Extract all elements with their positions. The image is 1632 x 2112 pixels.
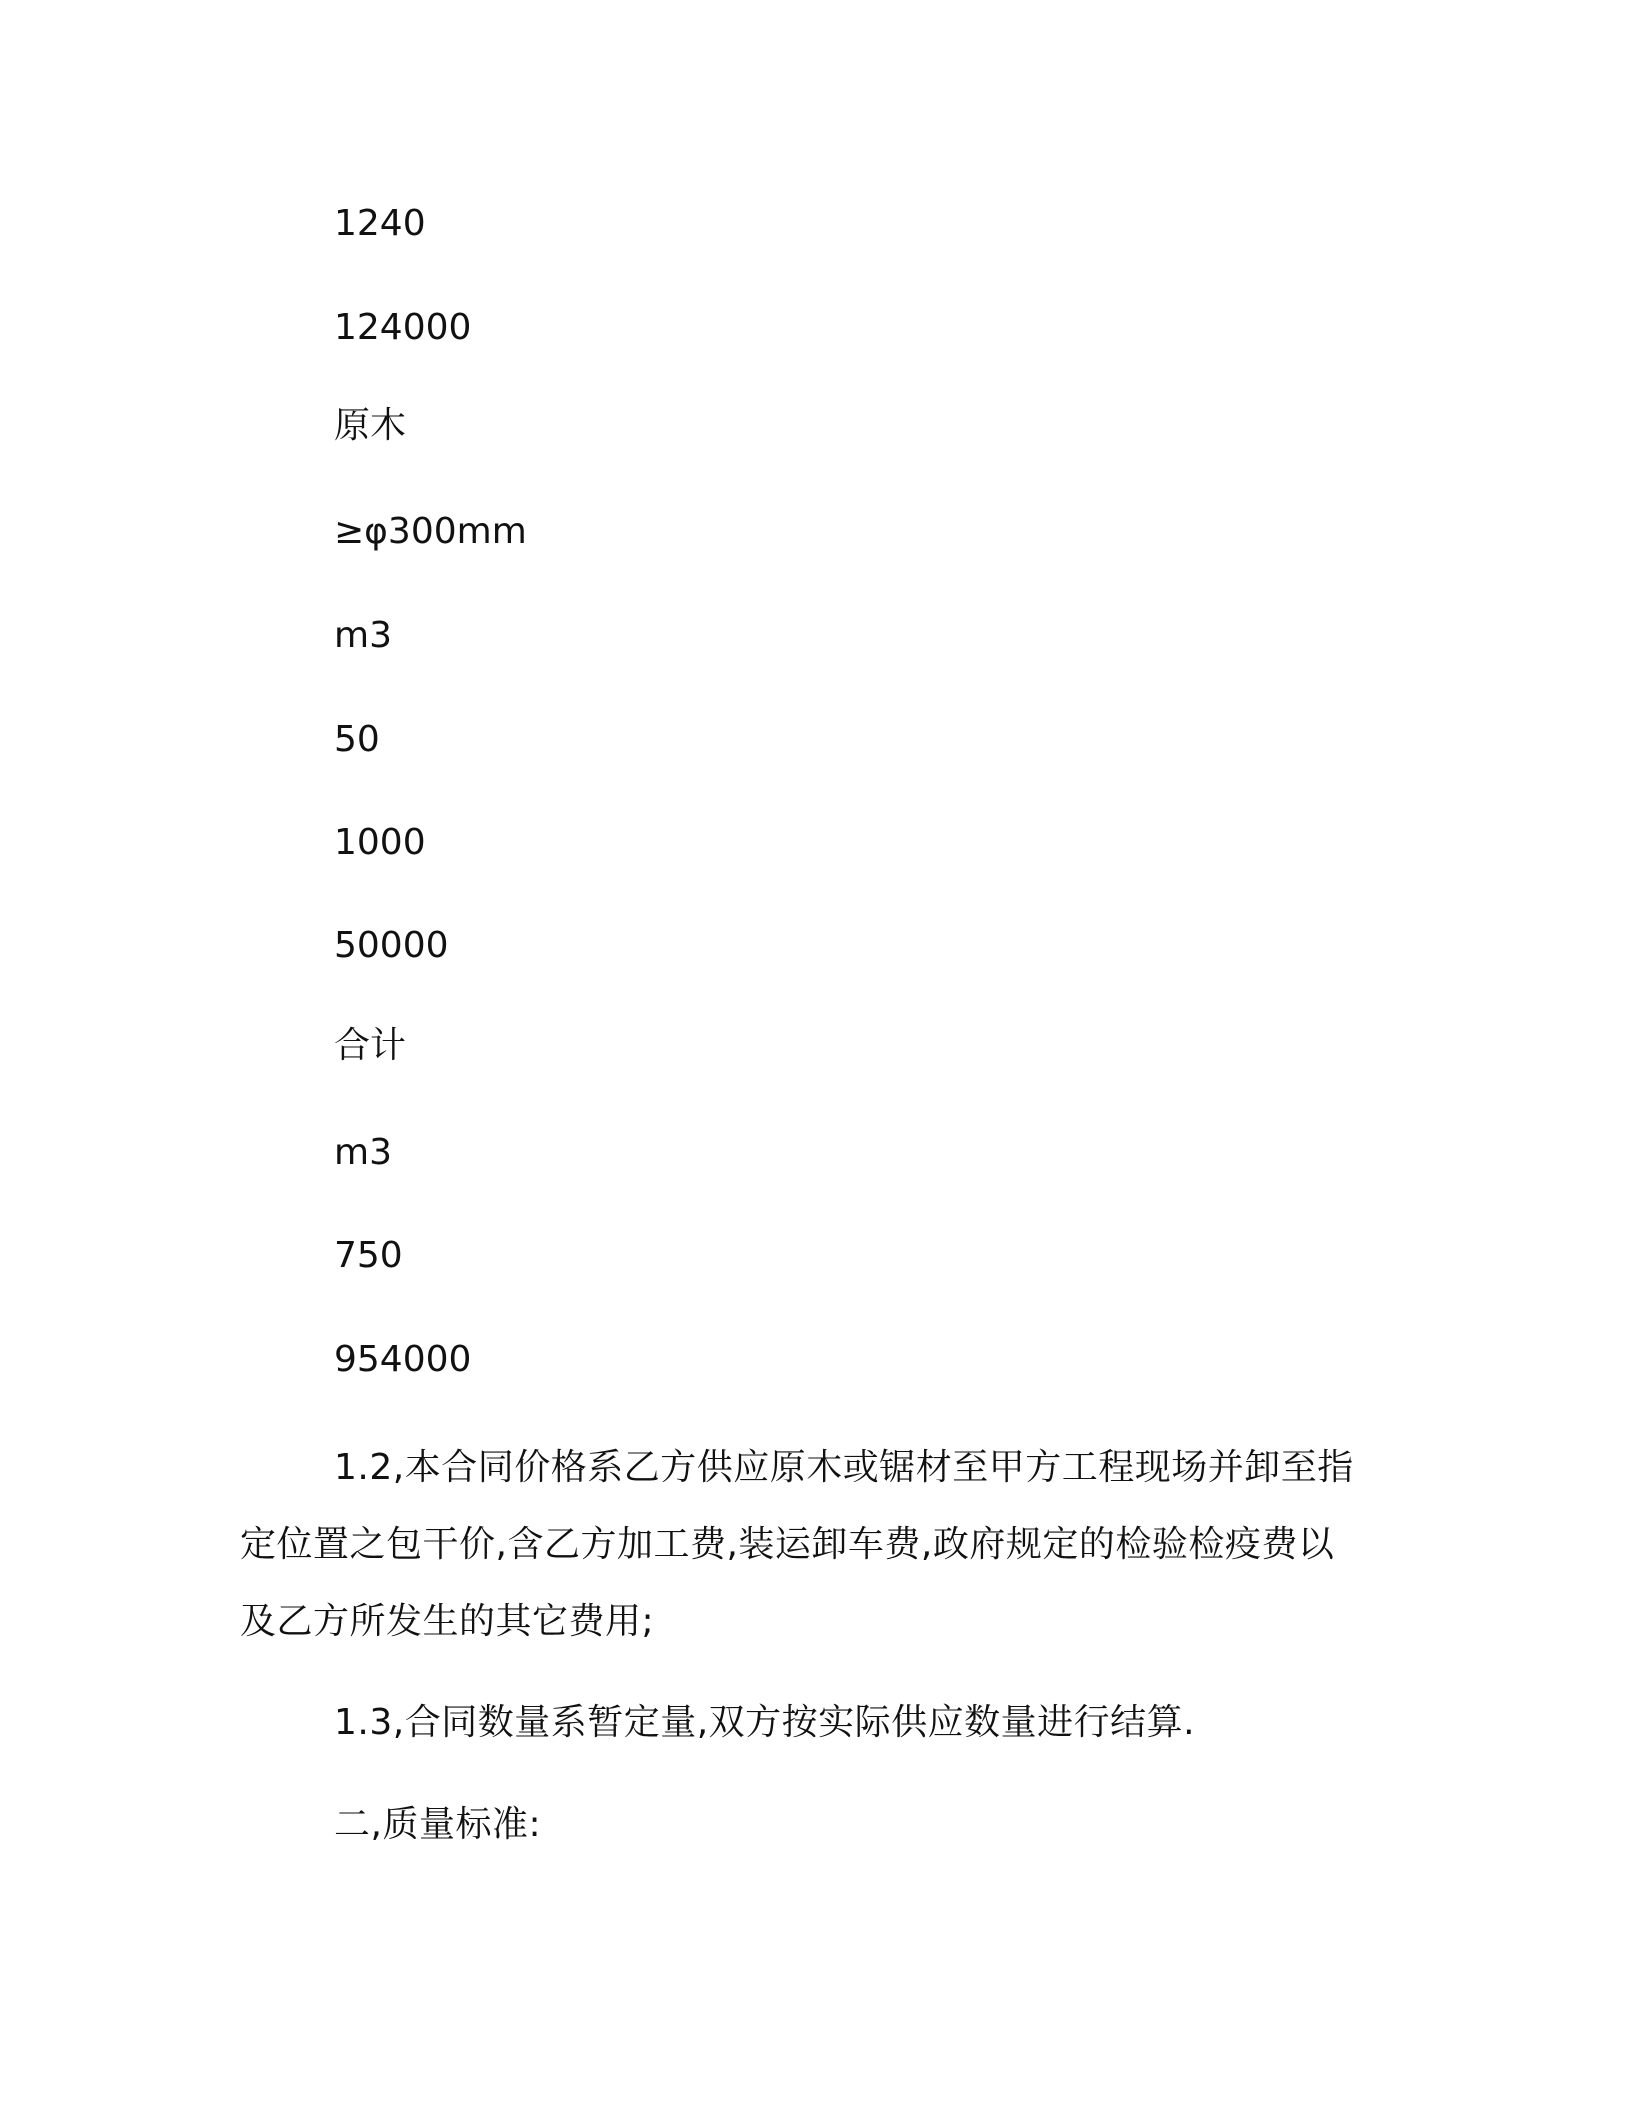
table-cell-value: 50000 xyxy=(334,925,449,966)
table-cell-value: ≥φ300mm xyxy=(334,511,527,552)
table-cell-value: m3 xyxy=(334,615,392,656)
table-cell-value: 原木 xyxy=(334,405,407,446)
table-cell-value: 750 xyxy=(334,1235,403,1276)
table-cell-value: 1240 xyxy=(334,203,426,244)
table-cell-value: 124000 xyxy=(334,307,472,348)
clause-1-3-paragraph: 1.3,合同数量系暂定量,双方按实际供应数量进行结算. xyxy=(334,1702,1196,1743)
table-cell-value: 954000 xyxy=(334,1339,472,1380)
table-cell-value: 50 xyxy=(334,719,380,760)
table-cell-value: 合计 xyxy=(334,1025,407,1066)
table-cell-value: m3 xyxy=(334,1132,392,1173)
section-2-heading: 二,质量标准: xyxy=(334,1804,542,1845)
clause-1-2-paragraph: 1.2,本合同价格系乙方供应原木或锯材至甲方工程现场并卸至指定位置之包干价,含乙方加工费,装运卸车费,政府规定的检验检疫费以及乙方所发生的其它费用; xyxy=(240,1447,1354,1642)
table-cell-value: 1000 xyxy=(334,822,426,863)
